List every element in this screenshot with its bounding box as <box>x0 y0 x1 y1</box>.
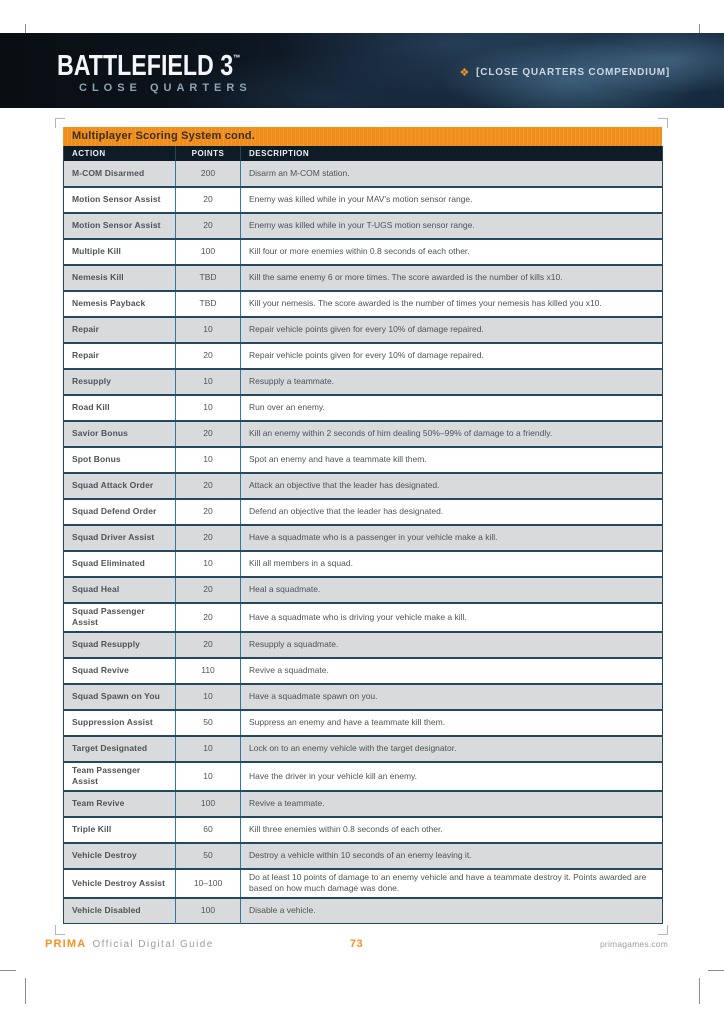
corner-bracket <box>658 925 668 935</box>
description-cell: Repair vehicle points given for every 10% of damage repaired. <box>241 343 663 369</box>
points-cell: 20 <box>176 525 241 551</box>
action-cell: Savior Bonus <box>64 421 176 447</box>
description-cell: Have a squadmate who is a passenger in your vehicle make a kill. <box>241 525 663 551</box>
table-row <box>64 736 663 762</box>
description-cell: Revive a squadmate. <box>241 658 663 684</box>
description-cell: Kill an enemy within 2 seconds of him dealing 50%–99% of damage to a friendly. <box>241 421 663 447</box>
action-cell: Squad Driver Assist <box>64 525 176 551</box>
description-cell: Kill four or more enemies within 0.8 seconds of each other. <box>241 239 663 265</box>
crop-mark <box>708 970 724 971</box>
table-row <box>64 239 663 265</box>
trademark-symbol: ™ <box>233 53 241 63</box>
description-cell: Suppress an enemy and have a teammate kill them. <box>241 710 663 736</box>
points-cell: 10 <box>176 447 241 473</box>
description-cell: Do at least 10 points of damage to an enemy vehicle and have a teammate destroy it. Points awarded are based on how much damage was done. <box>241 869 663 898</box>
description-cell: Enemy was killed while in your T-UGS motion sensor range. <box>241 213 663 239</box>
page-footer <box>45 937 668 951</box>
description-cell: Heal a squadmate. <box>241 577 663 603</box>
description-cell: Repair vehicle points given for every 10% of damage repaired. <box>241 317 663 343</box>
points-cell: TBD <box>176 265 241 291</box>
table-row <box>64 843 663 869</box>
points-cell: 50 <box>176 710 241 736</box>
action-cell: Squad Spawn on You <box>64 684 176 710</box>
description-cell: Revive a teammate. <box>241 791 663 817</box>
action-cell: Squad Defend Order <box>64 499 176 525</box>
description-cell: Defend an objective that the leader has designated. <box>241 499 663 525</box>
description-cell: Spot an enemy and have a teammate kill them. <box>241 447 663 473</box>
points-cell: 110 <box>176 658 241 684</box>
table-row <box>64 473 663 499</box>
table-row <box>64 369 663 395</box>
points-cell: 20 <box>176 343 241 369</box>
points-cell: 20 <box>176 603 241 632</box>
action-cell: Squad Heal <box>64 577 176 603</box>
table-title: Multiplayer Scoring System cond. <box>63 127 662 146</box>
corner-bracket <box>55 925 65 935</box>
table-row <box>64 658 663 684</box>
table-row <box>64 791 663 817</box>
compendium-label <box>460 66 671 79</box>
action-cell: Motion Sensor Assist <box>64 187 176 213</box>
column-header-description: DESCRIPTION <box>241 146 663 161</box>
column-header-points: POINTS <box>176 146 241 161</box>
table-row <box>64 395 663 421</box>
description-cell: Disarm an M-COM station. <box>241 161 663 187</box>
table-header-row <box>64 146 663 161</box>
description-cell: Kill the same enemy 6 or more times. The score awarded is the number of kills x10. <box>241 265 663 291</box>
points-cell: 10 <box>176 317 241 343</box>
points-cell: 100 <box>176 791 241 817</box>
points-cell: 10–100 <box>176 869 241 898</box>
table-row <box>64 213 663 239</box>
points-cell: 200 <box>176 161 241 187</box>
points-cell: 20 <box>176 473 241 499</box>
action-cell: Target Designated <box>64 736 176 762</box>
compendium-text: [CLOSE QUARTERS COMPENDIUM] <box>476 67 670 78</box>
table-row <box>64 684 663 710</box>
points-cell: 50 <box>176 843 241 869</box>
table-row <box>64 161 663 187</box>
description-cell: Lock on to an enemy vehicle with the target designator. <box>241 736 663 762</box>
action-cell: Spot Bonus <box>64 447 176 473</box>
table-row <box>64 762 663 791</box>
action-cell: Repair <box>64 343 176 369</box>
points-cell: 20 <box>176 499 241 525</box>
crop-mark <box>0 970 16 971</box>
footer-brand-suffix: Official Digital Guide <box>92 939 214 950</box>
footer-website: primagames.com <box>600 939 668 949</box>
prima-brand-label: PRIMA <box>45 938 87 950</box>
table-row <box>64 898 663 924</box>
description-cell: Have the driver in your vehicle kill an enemy. <box>241 762 663 791</box>
points-cell: 20 <box>176 213 241 239</box>
action-cell: Triple Kill <box>64 817 176 843</box>
battlefield3-logo <box>57 43 286 94</box>
action-cell: Team Revive <box>64 791 176 817</box>
points-cell: TBD <box>176 291 241 317</box>
diamond-cluster-icon: ❖ <box>459 67 471 79</box>
action-cell: Suppression Assist <box>64 710 176 736</box>
action-cell: Vehicle Disabled <box>64 898 176 924</box>
description-cell: Kill three enemies within 0.8 seconds of each other. <box>241 817 663 843</box>
points-cell: 100 <box>176 898 241 924</box>
points-cell: 10 <box>176 762 241 791</box>
action-cell: Squad Revive <box>64 658 176 684</box>
description-cell: Kill all members in a squad. <box>241 551 663 577</box>
table-row <box>64 577 663 603</box>
action-cell: Motion Sensor Assist <box>64 213 176 239</box>
table-row <box>64 317 663 343</box>
description-cell: Enemy was killed while in your MAV's motion sensor range. <box>241 187 663 213</box>
crop-mark <box>699 978 700 1004</box>
table-row <box>64 187 663 213</box>
action-cell: Squad Eliminated <box>64 551 176 577</box>
action-cell: Vehicle Destroy Assist <box>64 869 176 898</box>
action-cell: Squad Attack Order <box>64 473 176 499</box>
table-row <box>64 632 663 658</box>
table-row <box>64 447 663 473</box>
action-cell: M-COM Disarmed <box>64 161 176 187</box>
points-cell: 20 <box>176 577 241 603</box>
table-row <box>64 710 663 736</box>
description-cell: Resupply a teammate. <box>241 369 663 395</box>
description-cell: Kill your nemesis. The score awarded is the number of times your nemesis has killed you x10. <box>241 291 663 317</box>
points-cell: 20 <box>176 187 241 213</box>
action-cell: Nemesis Payback <box>64 291 176 317</box>
points-cell: 10 <box>176 684 241 710</box>
action-cell: Resupply <box>64 369 176 395</box>
table-row <box>64 817 663 843</box>
scoring-table <box>63 146 663 924</box>
footer-brand <box>45 938 350 950</box>
header-banner <box>0 33 724 108</box>
logo-title-text: BATTLEFIELD 3 <box>57 50 234 82</box>
crop-mark <box>25 978 26 1004</box>
action-cell: Multiple Kill <box>64 239 176 265</box>
action-cell: Road Kill <box>64 395 176 421</box>
action-cell: Team Passenger Assist <box>64 762 176 791</box>
description-cell: Disable a vehicle. <box>241 898 663 924</box>
table-row <box>64 265 663 291</box>
action-cell: Vehicle Destroy <box>64 843 176 869</box>
description-cell: Have a squadmate spawn on you. <box>241 684 663 710</box>
action-cell: Nemesis Kill <box>64 265 176 291</box>
table-row <box>64 291 663 317</box>
action-cell: Repair <box>64 317 176 343</box>
points-cell: 10 <box>176 736 241 762</box>
points-cell: 100 <box>176 239 241 265</box>
table-row <box>64 869 663 898</box>
description-cell: Resupply a squadmate. <box>241 632 663 658</box>
description-cell: Have a squadmate who is driving your vehicle make a kill. <box>241 603 663 632</box>
table-row <box>64 603 663 632</box>
scoring-table-block <box>63 127 662 924</box>
points-cell: 10 <box>176 395 241 421</box>
column-header-action: ACTION <box>64 146 176 161</box>
description-cell: Destroy a vehicle within 10 seconds of an enemy leaving it. <box>241 843 663 869</box>
page-number: 73 <box>349 938 364 950</box>
table-row <box>64 499 663 525</box>
logo-title <box>57 43 240 81</box>
logo-subtitle: CLOSE QUARTERS <box>79 82 252 94</box>
table-row <box>64 421 663 447</box>
points-cell: 10 <box>176 369 241 395</box>
action-cell: Squad Resupply <box>64 632 176 658</box>
points-cell: 20 <box>176 421 241 447</box>
points-cell: 10 <box>176 551 241 577</box>
action-cell: Squad Passenger Assist <box>64 603 176 632</box>
table-row <box>64 343 663 369</box>
table-row <box>64 525 663 551</box>
points-cell: 20 <box>176 632 241 658</box>
description-cell: Attack an objective that the leader has designated. <box>241 473 663 499</box>
description-cell: Run over an enemy. <box>241 395 663 421</box>
table-row <box>64 551 663 577</box>
points-cell: 60 <box>176 817 241 843</box>
